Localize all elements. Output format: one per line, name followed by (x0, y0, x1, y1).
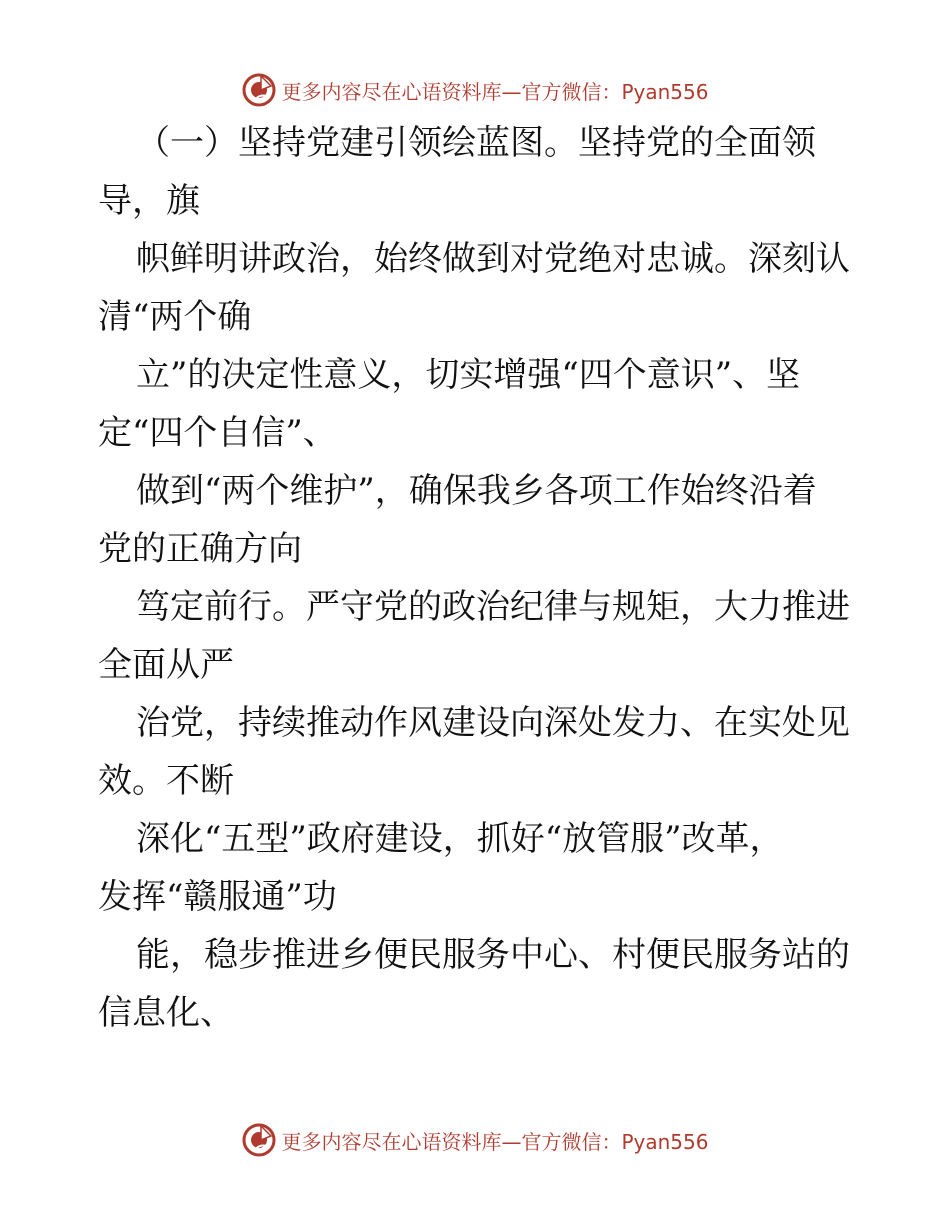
body-line-15: 能，稳步推进乡便民服务中心、村便民服务站的 (136, 935, 850, 975)
body-line-1: （一）坚持党建引领绘蓝图。坚持党的全面领 (136, 123, 816, 163)
document-body (98, 114, 858, 1042)
body-line-8: 党的正确方向 (98, 529, 302, 569)
brand-logo-icon (241, 1122, 277, 1158)
body-line-12: 效。不断 (98, 761, 234, 801)
brand-logo-icon (241, 72, 277, 108)
body-line-11: 治党，持续推动作风建设向深处发力、在实处见 (136, 703, 850, 743)
body-line-3: 帜鲜明讲政治，始终做到对党绝对忠诚。深刻认 (136, 239, 850, 279)
footer-banner-text: 更多内容尽在心语资料库—官方微信：Pyan556 (281, 1129, 709, 1154)
body-line-5: 立”的决定性意义，切实增强“四个意识”、坚 (136, 355, 801, 395)
header-banner (0, 70, 950, 110)
body-line-14: 发挥“赣服通”功 (98, 877, 337, 917)
body-line-10: 全面从严 (98, 645, 234, 685)
body-line-4: 清“两个确 (98, 297, 252, 337)
footer-banner (0, 1120, 950, 1160)
body-line-6: 定“四个自信”、 (98, 413, 337, 453)
header-banner-text: 更多内容尽在心语资料库—官方微信：Pyan556 (281, 79, 709, 104)
body-line-16: 信息化、 (98, 993, 234, 1033)
body-line-13: 深化“五型”政府建设，抓好“放管服”改革， (136, 819, 784, 859)
body-line-2: 导，旗 (98, 181, 200, 221)
body-line-9: 笃定前行。严守党的政治纪律与规矩，大力推进 (136, 587, 850, 627)
body-line-7: 做到“两个维护”，确保我乡各项工作始终沿着 (136, 471, 817, 511)
